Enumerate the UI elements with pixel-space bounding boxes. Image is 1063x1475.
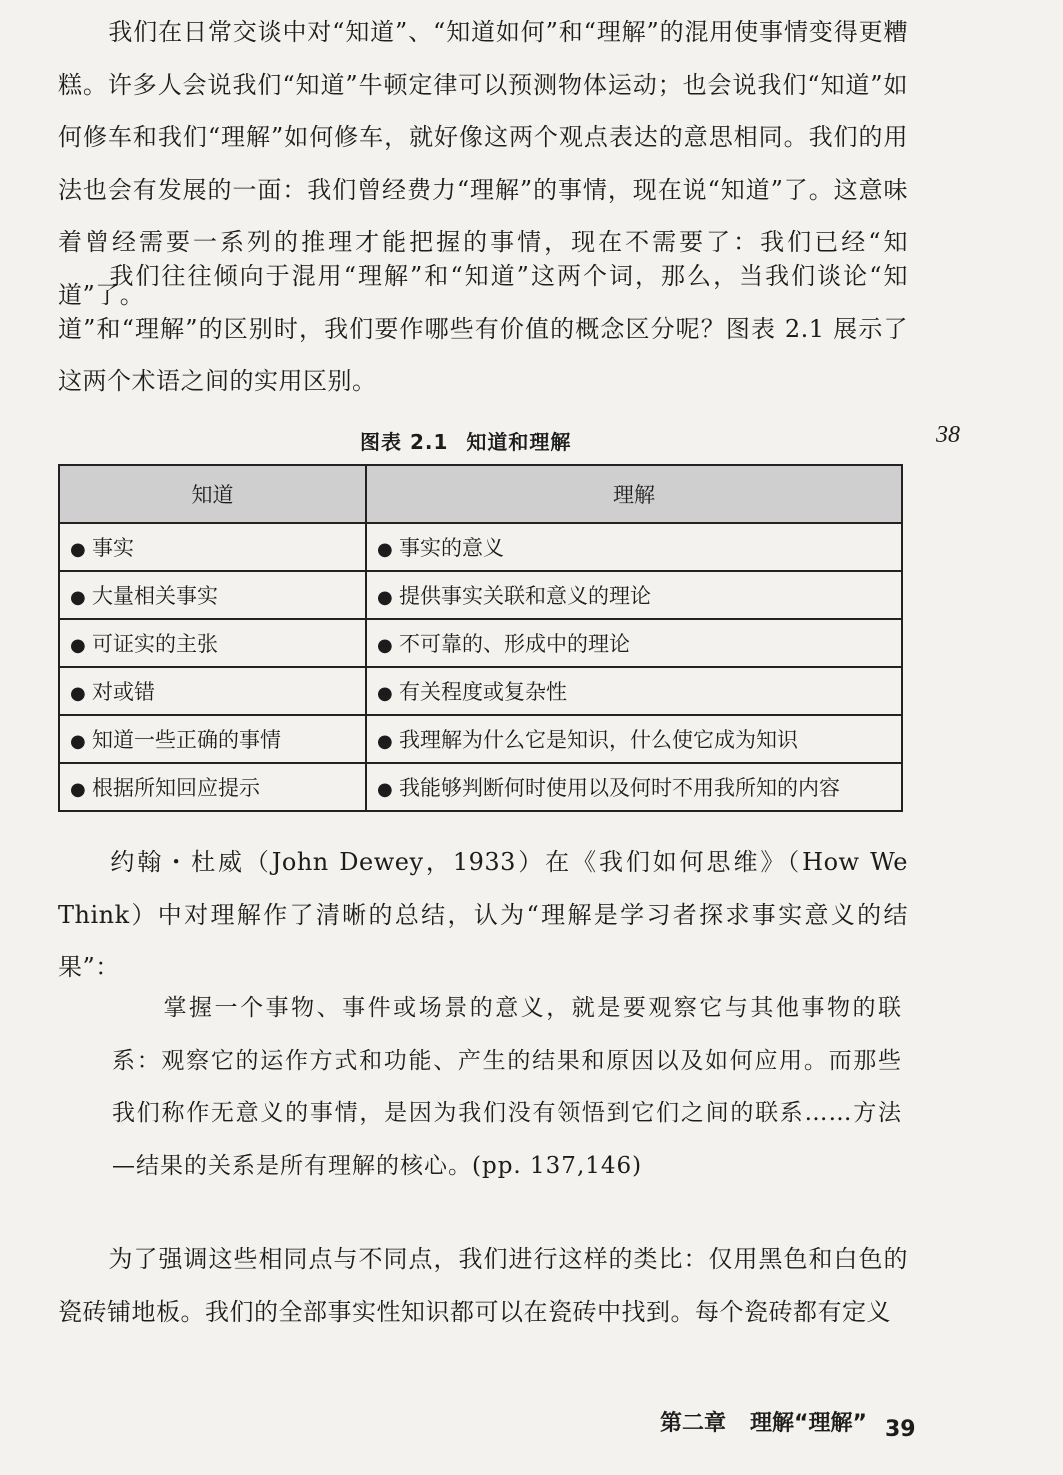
cell-text: 知道一些正确的事情	[92, 728, 281, 752]
cell-text: 我能够判断何时使用以及何时不用我所知的内容	[399, 776, 840, 800]
table-row	[59, 619, 902, 667]
cell-text: 事实的意义	[399, 536, 504, 560]
table-cell-knowing	[59, 523, 366, 571]
paragraph-3-text: 约翰・杜威（John Dewey，1933）在《我们如何思维》（How We Think）中对理解作了清晰的总结，认为“理解是学习者探求事实意义的结果”：	[58, 848, 908, 981]
table-row	[59, 571, 902, 619]
footer-chapter: 第二章	[660, 1411, 727, 1436]
table-cell-knowing	[59, 571, 366, 619]
margin-page-reference: 38	[936, 422, 960, 448]
knowing-understanding-table	[58, 464, 903, 812]
cell-text: 不可靠的、形成中的理论	[399, 632, 630, 656]
table-cell-knowing	[59, 763, 366, 811]
block-quote-text: 掌握一个事物、事件或场景的意义，就是要观察它与其他事物的联系：观察它的运作方式和功能、产生的结果和原因以及如何应用。而那些我们称作无意义的事情，是因为我们没有领悟到它们之间的联系……方法—结果的关系是所有理解的核心。(pp. 137,146)	[112, 995, 902, 1179]
table-row	[59, 763, 902, 811]
table-cell-knowing	[59, 667, 366, 715]
paragraph-2	[58, 250, 908, 408]
bullet-icon: ●	[70, 587, 86, 608]
table-row	[59, 667, 902, 715]
paragraph-3	[58, 836, 908, 994]
bullet-icon: ●	[70, 635, 86, 656]
table-row	[59, 523, 902, 571]
table-cell-knowing	[59, 619, 366, 667]
table-cell-knowing	[59, 715, 366, 763]
bullet-icon: ●	[70, 731, 86, 752]
header-knowing: 知道	[59, 465, 366, 523]
paragraph-2-text: 我们往往倾向于混用“理解”和“知道”这两个词，那么，当我们谈论“知道”和“理解”的区别时，我们要作哪些有价值的概念区分呢？图表 2.1 展示了这两个术语之间的实用区别。	[58, 262, 908, 395]
bullet-icon: ●	[377, 539, 393, 560]
cell-text: 根据所知回应提示	[92, 776, 260, 800]
table-caption-number: 图表 2.1	[360, 430, 449, 454]
bullet-icon: ●	[377, 731, 393, 752]
table-caption	[360, 426, 571, 455]
table-row	[59, 715, 902, 763]
cell-text: 有关程度或复杂性	[399, 680, 567, 704]
block-quote	[112, 982, 902, 1192]
table-cell-understanding	[366, 763, 902, 811]
paragraph-4-text: 为了强调这些相同点与不同点，我们进行这样的类比：仅用黑色和白色的瓷砖铺地板。我们的全部事实性知识都可以在瓷砖中找到。每个瓷砖都有定义	[58, 1245, 908, 1326]
table-cell-understanding	[366, 715, 902, 763]
cell-text: 提供事实关联和意义的理论	[399, 584, 651, 608]
header-understanding: 理解	[366, 465, 902, 523]
bullet-icon: ●	[377, 779, 393, 800]
page-number: 39	[884, 1417, 916, 1442]
cell-text: 事实	[92, 536, 134, 560]
table-header-row	[59, 465, 902, 523]
cell-text: 可证实的主张	[92, 632, 218, 656]
table-cell-understanding	[366, 523, 902, 571]
paragraph-1-text: 我们在日常交谈中对“知道”、“知道如何”和“理解”的混用使事情变得更糟糕。许多人会说我们“知道”牛顿定律可以预测物体运动；也会说我们“知道”如何修车和我们“理解”如何修车，就好像这两个观点表达的意思相同。我们的用法也会有发展的一面：我们曾经费力“理解”的事情，现在说“知道”了。这意味着曾经需要一系列的推理才能把握的事情，现在不需要了：我们已经“知道”了。	[58, 18, 908, 309]
table-cell-understanding	[366, 619, 902, 667]
bullet-icon: ●	[377, 635, 393, 656]
bullet-icon: ●	[70, 683, 86, 704]
table-caption-title: 知道和理解	[466, 430, 572, 454]
running-footer	[660, 1406, 916, 1442]
table-cell-understanding	[366, 571, 902, 619]
bullet-icon: ●	[377, 587, 393, 608]
table-cell-understanding	[366, 667, 902, 715]
cell-text: 大量相关事实	[92, 584, 218, 608]
paragraph-4	[58, 1233, 908, 1338]
footer-title: 理解“理解”	[750, 1411, 867, 1436]
bullet-icon: ●	[70, 539, 86, 560]
cell-text: 我理解为什么它是知识，什么使它成为知识	[399, 728, 798, 752]
cell-text: 对或错	[92, 680, 155, 704]
bullet-icon: ●	[377, 683, 393, 704]
bullet-icon: ●	[70, 779, 86, 800]
